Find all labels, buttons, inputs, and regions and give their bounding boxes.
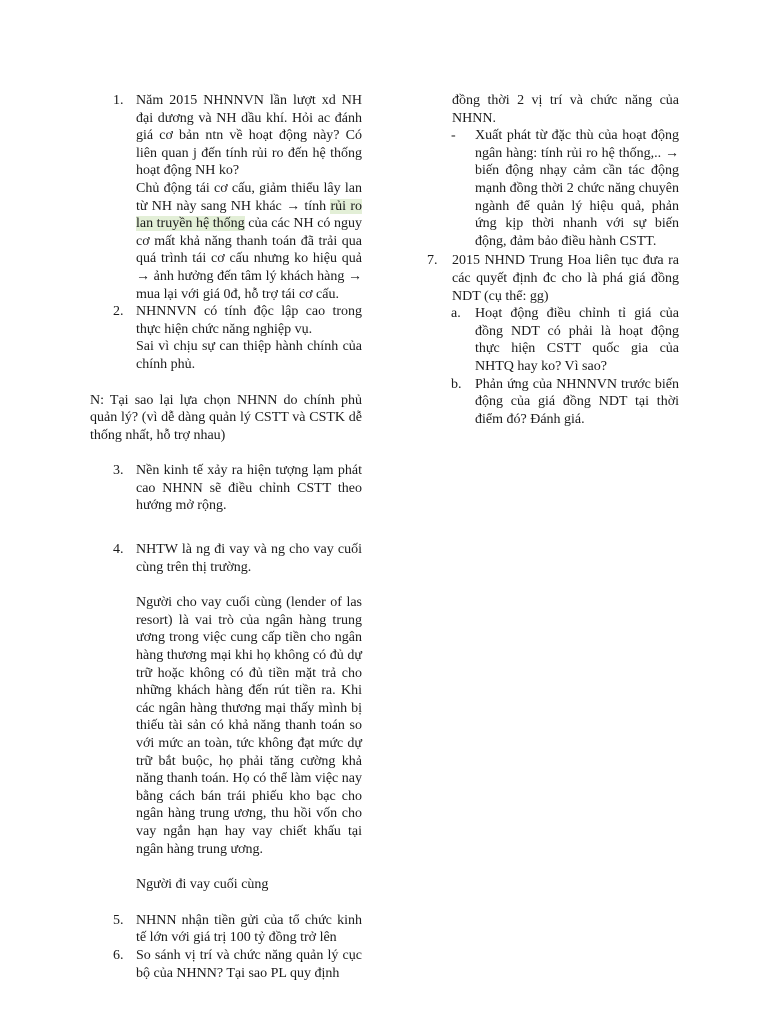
question-1-number: 1. <box>113 93 124 108</box>
left-column <box>90 92 362 982</box>
question-2-number: 2. <box>113 304 124 320</box>
answer-6-bullet <box>427 127 679 250</box>
bullet-dash: - <box>451 128 456 144</box>
borrower-of-last-resort-paragraph: Người đi vay cuối cùng <box>136 877 269 893</box>
question-1 <box>90 92 362 303</box>
question-7-text: 2015 NHND Trung Hoa liên tục đưa ra các quyết định đc cho là phá giá đồng NDT (cụ thể: gg) <box>452 253 679 304</box>
highlighted-text: rủi ro lan truyền hệ thống <box>136 198 362 232</box>
lender-of-last-resort-paragraph: Người cho vay cuối cùng (lender of las resort) là vai trò của ngân hàng trung ương trong việc cung cấp tiền cho ngân hàng thương mại khi họ không có đủ dự trữ hoặc không có đủ tiền mặt trả cho những khách hàng đến rút tiền ra. Khi các ngân hàng thương mại thấy mình bị thiếu tài sản có khả năng thanh toán so với mức an toàn, tức không đạt mức dự trữ bắt buộc, họ phải tăng cường khả năng thanh toán. Họ có thể làm việc nay bằng cách bán trái phiếu kho bạc cho ngân hàng trung ương, thu hồi vốn cho vay ngắn hạn hay vay chiết khấu tại ngân hàng trung ương. <box>136 595 362 857</box>
question-6-number: 6. <box>113 947 124 963</box>
question-2-text: NHNNVN có tính độc lập cao trong thực hiện chức năng nghiệp vụ. <box>136 304 362 337</box>
question-3-text: Nền kinh tế xảy ra hiện tượng lạm phát cao NHNN sẽ điều chỉnh CSTT theo hướng mở rộng. <box>136 463 362 514</box>
answer-6-text: Xuất phát từ đặc thù của hoạt động ngân hàng: tính rủi ro hệ thống,.. → biến động nhạy cảm cần tác động mạnh đồng thời 2 chức năng chuyên ngành để quản lý hiệu quả, phản ứng kịp thời nhanh với sự biến động, đảm bảo điều hành CSTT. <box>475 128 679 249</box>
question-1-text: Năm 2015 NHNNVN lần lượt xd NH đại dương và NH dầu khí. Hỏi ac đánh giá cơ bản ntn về hoạt động này? Có liên quan j đến tính rủi ro đến hệ thống hoạt động NH ko? <box>136 93 362 179</box>
question-6-text: So sánh vị trí và chức năng quản lý cục bộ của NHNN? Tại sao PL quy định <box>136 947 362 981</box>
question-2-answer: Sai vì chịu sự can thiệp hành chính của chính phủ. <box>136 339 362 372</box>
note-paragraph: N: Tại sao lại lựa chọn NHNN do chính phủ quản lý? (vì dễ dàng quản lý CSTT và CSTK dễ thống nhất, hỗ trợ nhau) <box>90 392 362 443</box>
question-3 <box>90 462 362 515</box>
question-5-number: 5. <box>113 912 124 928</box>
question-7 <box>427 252 679 305</box>
question-7a <box>427 305 679 375</box>
question-6 <box>90 947 362 982</box>
question-7a-letter: a. <box>451 306 461 322</box>
question-7a-text: Hoạt động điều chỉnh tỉ giá của đồng NDT có phải là hoạt động thực hiện CSTT quốc gia của NHTQ hay ko? Vì sao? <box>475 306 679 374</box>
question-5-text: NHNN nhận tiền gửi của tổ chức kinh tế lớn với giá trị 100 tỷ đồng trở lên <box>136 912 362 946</box>
question-7b <box>427 376 679 429</box>
question-7b-text: Phản ứng của NHNNVN trước biến động của giá đồng NDT tại thời điểm đó? Đánh giá. <box>475 376 679 427</box>
right-column <box>427 92 679 428</box>
question-7-number: 7. <box>427 253 438 269</box>
answer-1-after: của các NH có nguy cơ mất khả năng thanh toán đã trải qua quá trình tái cơ cấu nhưng ko hiệu quả → ảnh hưởng đến tâm lý khách hàng → mua lại với giá 0đ, hỗ trợ tái cơ cấu. <box>136 216 362 302</box>
question-7b-letter: b. <box>451 376 462 392</box>
question-6-continuation: đồng thời 2 vị trí và chức năng của NHNN. <box>452 93 679 126</box>
answer-1-before: Chủ động tái cơ cấu, giảm thiểu lây lan từ NH này sang NH khác → tính <box>136 180 362 214</box>
question-1-answer <box>136 180 362 303</box>
question-4 <box>90 541 362 576</box>
question-5 <box>90 912 362 947</box>
question-4-text: NHTW là ng đi vay và ng cho vay cuối cùng trên thị trường. <box>136 542 362 575</box>
question-4-number: 4. <box>113 542 124 558</box>
question-3-number: 3. <box>113 463 124 479</box>
question-2 <box>90 303 362 373</box>
